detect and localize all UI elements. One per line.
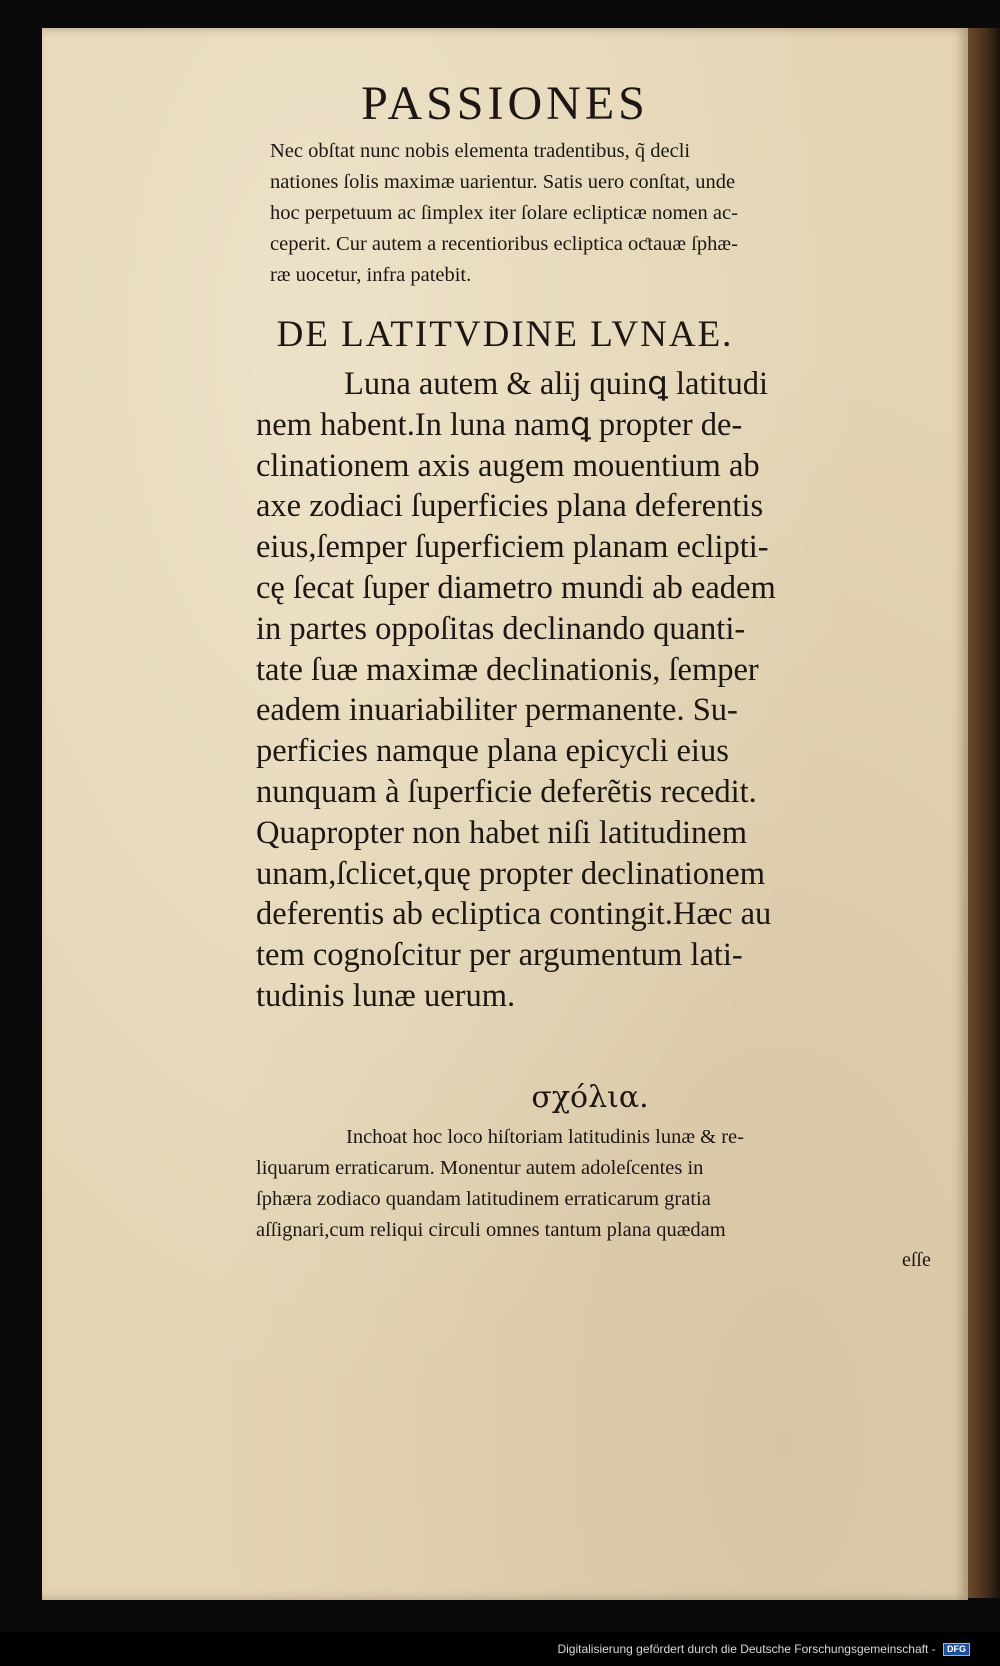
text-line: hoc perpetuum ac ſimplex iter ſolare eclipticæ nomen ac-: [270, 202, 738, 224]
text-line: axe zodiaci ſuperficies plana deferentis: [256, 488, 764, 525]
text-line: eius,ſemper ſuperficiem planam eclipti-: [256, 529, 769, 566]
funding-credit: [557, 1643, 970, 1656]
funding-credit-text: Digitalisierung gefördert durch die Deutsche Forschungsgemeinschaft -: [557, 1641, 936, 1656]
text-line: in partes oppoſitas declinando quanti-: [256, 610, 746, 647]
text-line: aſſignari,cum reliqui circuli omnes tantum plana quædam: [256, 1219, 726, 1241]
text-line: liquarum erraticarum. Monentur autem adoleſcentes in: [256, 1157, 704, 1179]
text-line: cę ſecat ſuper diametro mundi ab eadem: [256, 569, 776, 606]
footer-bar: [0, 1632, 1000, 1666]
text-line: nunquam à ſuperficie deferẽtis recedit.: [256, 773, 757, 810]
text-line: tudinis lunæ uerum.: [256, 977, 516, 1014]
text-line: eadem inuariabiliter permanente. Su-: [256, 692, 738, 729]
text-line: nem habent.In luna namꝗ propter de-: [256, 406, 743, 443]
dfg-logo: DFG: [943, 1643, 970, 1656]
text-line: ceperit. Cur autem a recentioribus ecliptica oƈtauæ ſphæ-: [270, 233, 738, 255]
text-line: perficies namque plana epicycli eius: [256, 733, 729, 770]
text-line: Nec obſtat nunc nobis elementa tradentibus, q̃ decli: [270, 140, 691, 162]
text-line: deferentis ab ecliptica contingit.Hæc au: [256, 896, 772, 933]
main-body-text: [256, 364, 980, 1017]
text-line: tate ſuæ maximæ declinationis, ſemper: [256, 651, 759, 688]
scholia-text: [256, 1122, 922, 1246]
catchword: eſſe: [902, 1249, 931, 1271]
text-line: ræ uocetur, infra patebit.: [270, 264, 472, 286]
running-head: PASSIONES: [361, 77, 649, 130]
text-line: Inchoat hoc loco hiſtoriam latitudinis lunæ & re-: [346, 1126, 744, 1148]
text-line: nationes ſolis maximæ uarientur. Satis uero conſtat, unde: [270, 171, 736, 193]
text-line: clinationem axis augem mouentium ab: [256, 447, 760, 484]
text-line: ſphæra zodiaco quandam latitudinem erraticarum gratia: [256, 1188, 711, 1210]
text-line: Luna autem & alij quinꝗ latitudi: [344, 366, 769, 402]
text-line: unam,ſclicet,quę propter declinationem: [256, 855, 765, 892]
text-line: tem cognoſcitur per argumentum lati-: [256, 937, 743, 974]
section-title: DE LATITVDINE LVNAE.: [276, 314, 734, 355]
previous-section-text: [270, 136, 920, 291]
scholia-heading: σχόλια.: [531, 1080, 649, 1115]
text-line: Quapropter non habet niſi latitudinem: [256, 814, 747, 851]
book-page: [42, 28, 968, 1600]
